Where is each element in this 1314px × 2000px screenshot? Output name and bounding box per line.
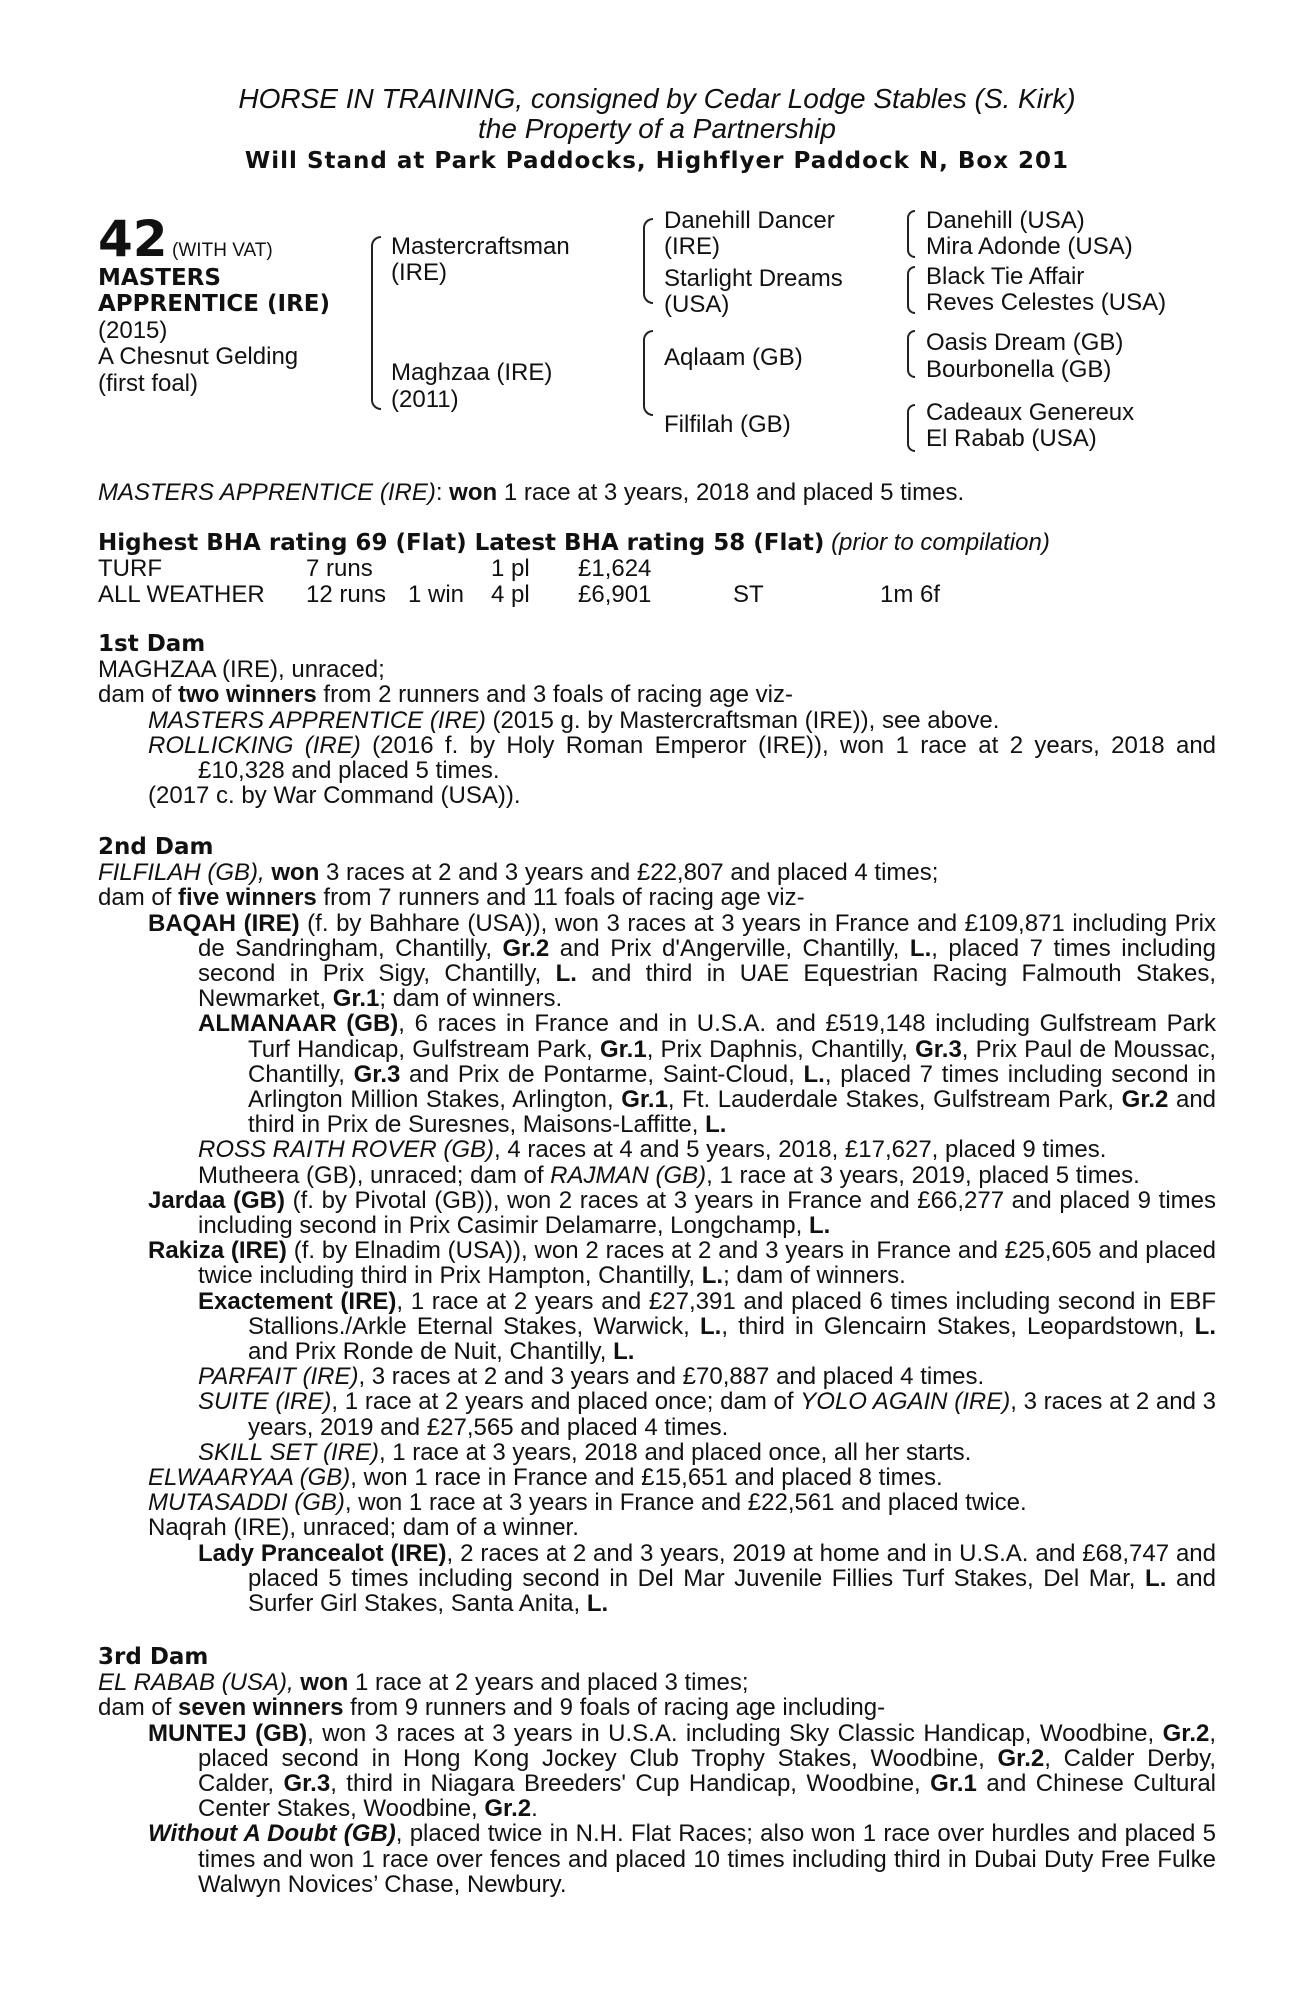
- elwaaryaa-entry: [98, 1465, 1216, 1490]
- muntej-t3: , Calder Derby, Calder,: [198, 1744, 1216, 1798]
- alm-g4: Gr.1: [621, 1086, 668, 1114]
- rakiza-t2: ; dam of winners.: [723, 1262, 906, 1290]
- record-aw-win: 1 win: [408, 581, 465, 608]
- offspring-2-name: ROLLICKING (IRE): [148, 731, 361, 759]
- baqah-t3: , placed 7 times including second in Prix Sigy, Chantilly,: [198, 934, 1216, 988]
- muntej-name: MUNTEJ (GB): [148, 1719, 308, 1747]
- exactement-entry: [98, 1289, 1216, 1365]
- rakiza-l: L.: [701, 1262, 724, 1290]
- first-dam-section: [98, 632, 1216, 808]
- jardaa-t1: (f. by Pivotal (GB)), won 2 races at 3 years in France and £66,277 and placed 9 times including second in Prix Casimir Delamarre, Longchamp,: [198, 1186, 1216, 1240]
- first-dam-line1: MAGHZAA (IRE), unraced;: [98, 656, 385, 684]
- suite-t1: , 1 race at 2 years and placed once; dam of: [331, 1388, 801, 1416]
- third-dam-name: EL RABAB (USA),: [98, 1669, 301, 1697]
- muntej-g5: Gr.2: [484, 1795, 532, 1823]
- pedigree-brace-sire: [643, 218, 653, 304]
- first-dam-offspring-1: [98, 708, 1216, 733]
- rating-note: (prior to compilation): [831, 529, 1050, 556]
- second-dam-l1c: 3 races at 2 and 3 years and £22,807 and placed 4 times;: [319, 859, 939, 887]
- bha-rating: [98, 530, 1050, 556]
- lady-t2: and Surfer Girl Stakes, Santa Anita,: [248, 1564, 1216, 1618]
- muntej-g1: Gr.2: [1162, 1719, 1210, 1747]
- muntej-t2: , placed second in Hong Kong Jockey Club Trophy Stakes, Woodbine,: [198, 1719, 1217, 1772]
- record-aw-pl: 4 pl: [491, 581, 530, 608]
- summary-colon: :: [435, 479, 443, 506]
- horse-description: A Chesnut Gelding: [98, 343, 299, 370]
- pedigree-dsd: Bourbonella (GB): [926, 356, 1112, 383]
- summary-rest: 1 race at 3 years, 2018 and placed 5 times.: [503, 479, 965, 506]
- pedigree-dd: Filfilah (GB): [664, 411, 791, 438]
- pedigree-dam-line1: Maghzaa (IRE): [391, 359, 553, 386]
- second-dam-heading: 2nd Dam: [98, 834, 214, 860]
- third-dam-l2c: from 9 runners and 9 foals of racing age including-: [343, 1694, 886, 1722]
- second-dam-winners: five winners: [178, 884, 317, 912]
- summary-won: won: [449, 479, 498, 506]
- pedigree-ss-line2: (IRE): [664, 233, 720, 260]
- wad-t: , placed twice in N.H. Flat Races; also won 1 race over hurdles and placed 5 times and won 1 race over fences and placed 10 times including third in Dubai Duty Free Fulke Walwyn Novices’ Chase, Newbury.: [198, 1820, 1217, 1898]
- muntej-g4: Gr.1: [930, 1770, 977, 1798]
- record-aw-label: ALL WEATHER: [98, 581, 265, 608]
- alm-t7: and third in Prix de Suresnes, Maisons-Laffitte,: [248, 1086, 1217, 1139]
- alm-l2: L.: [705, 1111, 727, 1139]
- second-dam-section: [98, 835, 1216, 1616]
- pedigree-ssd: Mira Adonde (USA): [926, 233, 1133, 260]
- without-a-doubt-entry: [98, 1821, 1216, 1897]
- pedigree-brace-sd: [907, 266, 915, 314]
- exc-l2: L.: [1194, 1312, 1216, 1340]
- baqah-entry: [98, 911, 1216, 1012]
- alm-g2: Gr.3: [915, 1035, 962, 1063]
- lady-t1: , 2 races at 2 and 3 years, 2019 at home and in U.S.A. and £68,747 and placed 5 times including second in Del Mar Juvenile Fillies Turf Stakes, Del Mar,: [248, 1539, 1216, 1592]
- third-dam-line1: [98, 1670, 1216, 1695]
- header-consignor: HORSE IN TRAINING, consigned by Cedar Lodge Stables (S. Kirk): [238, 83, 1076, 114]
- lady-l1: L.: [1145, 1564, 1167, 1592]
- alm-g5: Gr.2: [1121, 1086, 1169, 1114]
- suite-entry: [98, 1389, 1216, 1439]
- exactement-name: Exactement (IRE): [198, 1287, 397, 1315]
- race-summary: [98, 480, 964, 506]
- baqah-g1: Gr.2: [502, 934, 550, 962]
- lot-heading: [98, 210, 273, 268]
- alm-t3: , Prix Paul de Moussac, Chantilly,: [248, 1035, 1216, 1088]
- baqah-l2: L.: [555, 960, 577, 988]
- exc-t3: and Prix Ronde de Nuit, Chantilly,: [248, 1338, 614, 1366]
- almanaar-name: ALMANAAR (GB): [198, 1010, 399, 1038]
- muntej-entry: [98, 1721, 1216, 1822]
- jardaa-name: Jardaa (GB): [148, 1186, 285, 1214]
- yolo-name: YOLO AGAIN (IRE): [800, 1388, 1011, 1416]
- exc-l3: L.: [613, 1338, 635, 1366]
- parf-t: , 3 races at 2 and 3 years and £70,887 and placed 4 times.: [358, 1363, 985, 1391]
- pedigree-brace-ss: [907, 210, 915, 258]
- pedigree-sd-line2: (USA): [664, 291, 730, 318]
- third-dam-won: won: [300, 1669, 349, 1697]
- muntej-t1: , won 3 races at 3 years in U.S.A. including Sky Classic Handicap, Woodbine,: [307, 1719, 1163, 1747]
- skill-name: SKILL SET (IRE): [198, 1438, 379, 1466]
- header-property: the Property of a Partnership: [478, 113, 836, 144]
- alm-g1: Gr.1: [599, 1035, 647, 1063]
- almanaar-entry: [98, 1011, 1216, 1137]
- exc-t1: , 1 race at 2 years and £27,391 and placed 6 times including second in EBF Stallions./Arkle Eternal Stakes, Warwick,: [248, 1287, 1216, 1340]
- exc-t2: , third in Glencairn Stakes, Leopardstown,: [721, 1312, 1195, 1340]
- muntej-t5: and Chinese Cultural Center Stakes, Woodbine,: [198, 1770, 1216, 1823]
- pedigree-ddd: El Rabab (USA): [926, 425, 1097, 452]
- baqah-g2: Gr.1: [332, 985, 380, 1013]
- second-dam-won: won: [271, 859, 320, 887]
- alm-t2: , Prix Daphnis, Chantilly,: [646, 1035, 916, 1063]
- pedigree-ds: Aqlaam (GB): [664, 344, 803, 371]
- first-dam-line2: [98, 682, 1216, 707]
- muth-t2: , 1 race at 3 years, 2019, placed 5 times.: [706, 1161, 1140, 1189]
- muntej-t4: , third in Niagara Breeders' Cup Handicap, Woodbine,: [330, 1770, 931, 1798]
- first-dam-winners: two winners: [178, 681, 317, 709]
- jardaa-entry: [98, 1188, 1216, 1238]
- jardaa-l: L.: [808, 1212, 831, 1240]
- offspring-1-name: MASTERS APPRENTICE (IRE): [148, 706, 486, 734]
- horse-name-line2: APPRENTICE (IRE): [98, 291, 331, 317]
- mut-name: MUTASADDI (GB): [148, 1489, 345, 1517]
- mutheera-entry: [98, 1163, 1216, 1188]
- record-turf-prize: £1,624: [578, 555, 652, 582]
- naqrah-entry: Naqrah (IRE), unraced; dam of a winner.: [148, 1514, 579, 1542]
- third-dam-l2a: dam of: [98, 1694, 179, 1722]
- ross-name: ROSS RAITH ROVER (GB): [198, 1136, 495, 1164]
- baqah-name: BAQAH (IRE): [148, 909, 300, 937]
- first-dam-offspring-2: [98, 733, 1216, 783]
- second-dam-l2c: from 7 runners and 11 foals of racing age viz-: [316, 884, 805, 912]
- wad-name: Without A Doubt (GB): [148, 1820, 396, 1848]
- alm-t1: , 6 races in France and in U.S.A. and £519,148 including Gulfstream Park Turf Handicap, Gulfstream Park,: [248, 1010, 1216, 1063]
- pedigree-brace-main: [371, 236, 381, 410]
- horse-year: (2015): [98, 317, 168, 344]
- pedigree-sdd: Reves Celestes (USA): [926, 289, 1167, 316]
- rajman-name: RAJMAN (GB): [550, 1161, 707, 1189]
- lady-name: Lady Prancealot (IRE): [198, 1539, 447, 1567]
- pedigree-dds: Cadeaux Genereux: [926, 399, 1135, 426]
- offspring-2-rest: (2016 f. by Holy Roman Emperor (IRE)), won 1 race at 2 years, 2018 and £10,328 and placed 5 times.: [198, 731, 1217, 785]
- rakiza-name: Rakiza (IRE): [148, 1237, 287, 1265]
- record-aw-runs: 12 runs: [306, 581, 387, 608]
- ross-raith-entry: [98, 1137, 1216, 1162]
- rakiza-t1: (f. by Elnadim (USA)), won 2 races at 2 and 3 years in France and £25,605 and placed twice including third in Prix Hampton, Chantilly,: [198, 1237, 1217, 1290]
- alm-g3: Gr.3: [353, 1060, 401, 1088]
- baqah-t2: and Prix d'Angerville, Chantilly,: [549, 934, 910, 962]
- alm-t4: and Prix de Pontarme, Saint-Cloud,: [400, 1060, 804, 1088]
- lady-prancealot-entry: [98, 1541, 1216, 1617]
- offspring-1-rest: (2015 g. by Mastercraftsman (IRE)), see above.: [485, 706, 1000, 734]
- pedigree-sd-line1: Starlight Dreams: [664, 265, 843, 292]
- record-aw-prize: £6,901: [578, 581, 652, 608]
- first-dam-heading: 1st Dam: [98, 631, 206, 657]
- second-dam-line2: [98, 885, 1216, 910]
- second-dam-l2a: dam of: [98, 884, 179, 912]
- summary-name: MASTERS APPRENTICE (IRE): [98, 479, 436, 506]
- lady-l2: L.: [586, 1590, 609, 1618]
- pedigree-sire-line2: (IRE): [391, 259, 447, 286]
- first-dam-l2c: from 2 runners and 3 foals of racing age viz-: [316, 681, 793, 709]
- mut-t: , won 1 race at 3 years in France and £22,561 and placed twice.: [344, 1489, 1027, 1517]
- header-location: Will Stand at Park Paddocks, Highflyer Paddock N, Box 201: [244, 148, 1070, 174]
- second-dam-line1: [98, 860, 1216, 885]
- third-dam-l1c: 1 race at 2 years and placed 3 times;: [348, 1669, 749, 1697]
- ross-t: , 4 races at 4 and 5 years, 2018, £17,627, placed 9 times.: [494, 1136, 1107, 1164]
- muntej-g3: Gr.3: [283, 1770, 331, 1798]
- baqah-t4: and third in UAE Equestrian Racing Falmouth Stakes, Newmarket,: [198, 960, 1216, 1013]
- third-dam-heading: 3rd Dam: [98, 1644, 209, 1670]
- pedigree-sss: Danehill (USA): [926, 207, 1085, 234]
- muntej-g2: Gr.2: [997, 1744, 1045, 1772]
- record-turf-label: TURF: [98, 555, 162, 582]
- skill-t: , 1 race at 3 years, 2018 and placed once, all her starts.: [378, 1438, 972, 1466]
- baqah-t5: ; dam of winners.: [379, 985, 563, 1013]
- record-turf-pl: 1 pl: [491, 555, 530, 582]
- muntej-t6: .: [531, 1795, 538, 1823]
- elw-t: , won 1 race in France and £15,651 and placed 8 times.: [350, 1464, 943, 1492]
- pedigree-dam-line2: (2011): [391, 386, 459, 413]
- record-aw-going: ST: [733, 581, 764, 608]
- suite-name: SUITE (IRE): [198, 1388, 332, 1416]
- pedigree-brace-ds: [907, 330, 915, 378]
- pedigree-brace-dd: [907, 404, 915, 452]
- pedigree-ss-line1: Danehill Dancer: [664, 207, 835, 234]
- record-turf-runs: 7 runs: [306, 555, 373, 582]
- pedigree-sds: Black Tie Affair: [926, 263, 1085, 290]
- third-dam-winners: seven winners: [178, 1694, 344, 1722]
- baqah-l1: L.: [909, 934, 932, 962]
- parfait-entry: [98, 1364, 1216, 1389]
- baqah-t1: (f. by Bahhare (USA)), won 3 races at 3 years in France and £109,871 including Prix de Sandringham, Chantilly,: [198, 909, 1217, 962]
- lot-number: 42: [98, 210, 168, 268]
- third-dam-line2: [98, 1695, 1216, 1720]
- alm-l1: L.: [803, 1060, 825, 1088]
- pedigree-sire-line1: Mastercraftsman: [391, 233, 570, 260]
- elw-name: ELWAARYAA (GB): [148, 1464, 351, 1492]
- first-dam-offspring-3: (2017 c. by War Command (USA)).: [148, 782, 521, 810]
- alm-t5: , placed 7 times including second in Arlington Million Stakes, Arlington,: [248, 1060, 1216, 1114]
- pedigree-brace-dam: [643, 330, 653, 416]
- second-dam-name: FILFILAH (GB),: [98, 859, 272, 887]
- horse-name-line1: MASTERS: [98, 265, 221, 291]
- lot-vat: (WITH VAT): [172, 240, 273, 261]
- horse-foal-note: (first foal): [98, 370, 199, 397]
- rating-text: Highest BHA rating 69 (Flat) Latest BHA rating 58 (Flat): [98, 530, 825, 556]
- suite-t2: , 3 races at 2 and 3 years, 2019 and £27,565 and placed 4 times.: [248, 1388, 1216, 1441]
- muth-t1: Mutheera (GB), unraced; dam of: [198, 1161, 551, 1189]
- alm-t6: , Ft. Lauderdale Stakes, Gulfstream Park,: [667, 1086, 1122, 1114]
- pedigree-dss: Oasis Dream (GB): [926, 329, 1124, 356]
- exc-l1: L.: [700, 1312, 722, 1340]
- first-dam-l2a: dam of: [98, 681, 179, 709]
- rakiza-entry: [98, 1238, 1216, 1288]
- record-aw-distance: 1m 6f: [880, 581, 941, 608]
- parfait-name: PARFAIT (IRE): [198, 1363, 359, 1391]
- third-dam-section: [98, 1645, 1216, 1897]
- skill-set-entry: [98, 1440, 1216, 1465]
- mutasaddi-entry: [98, 1490, 1216, 1515]
